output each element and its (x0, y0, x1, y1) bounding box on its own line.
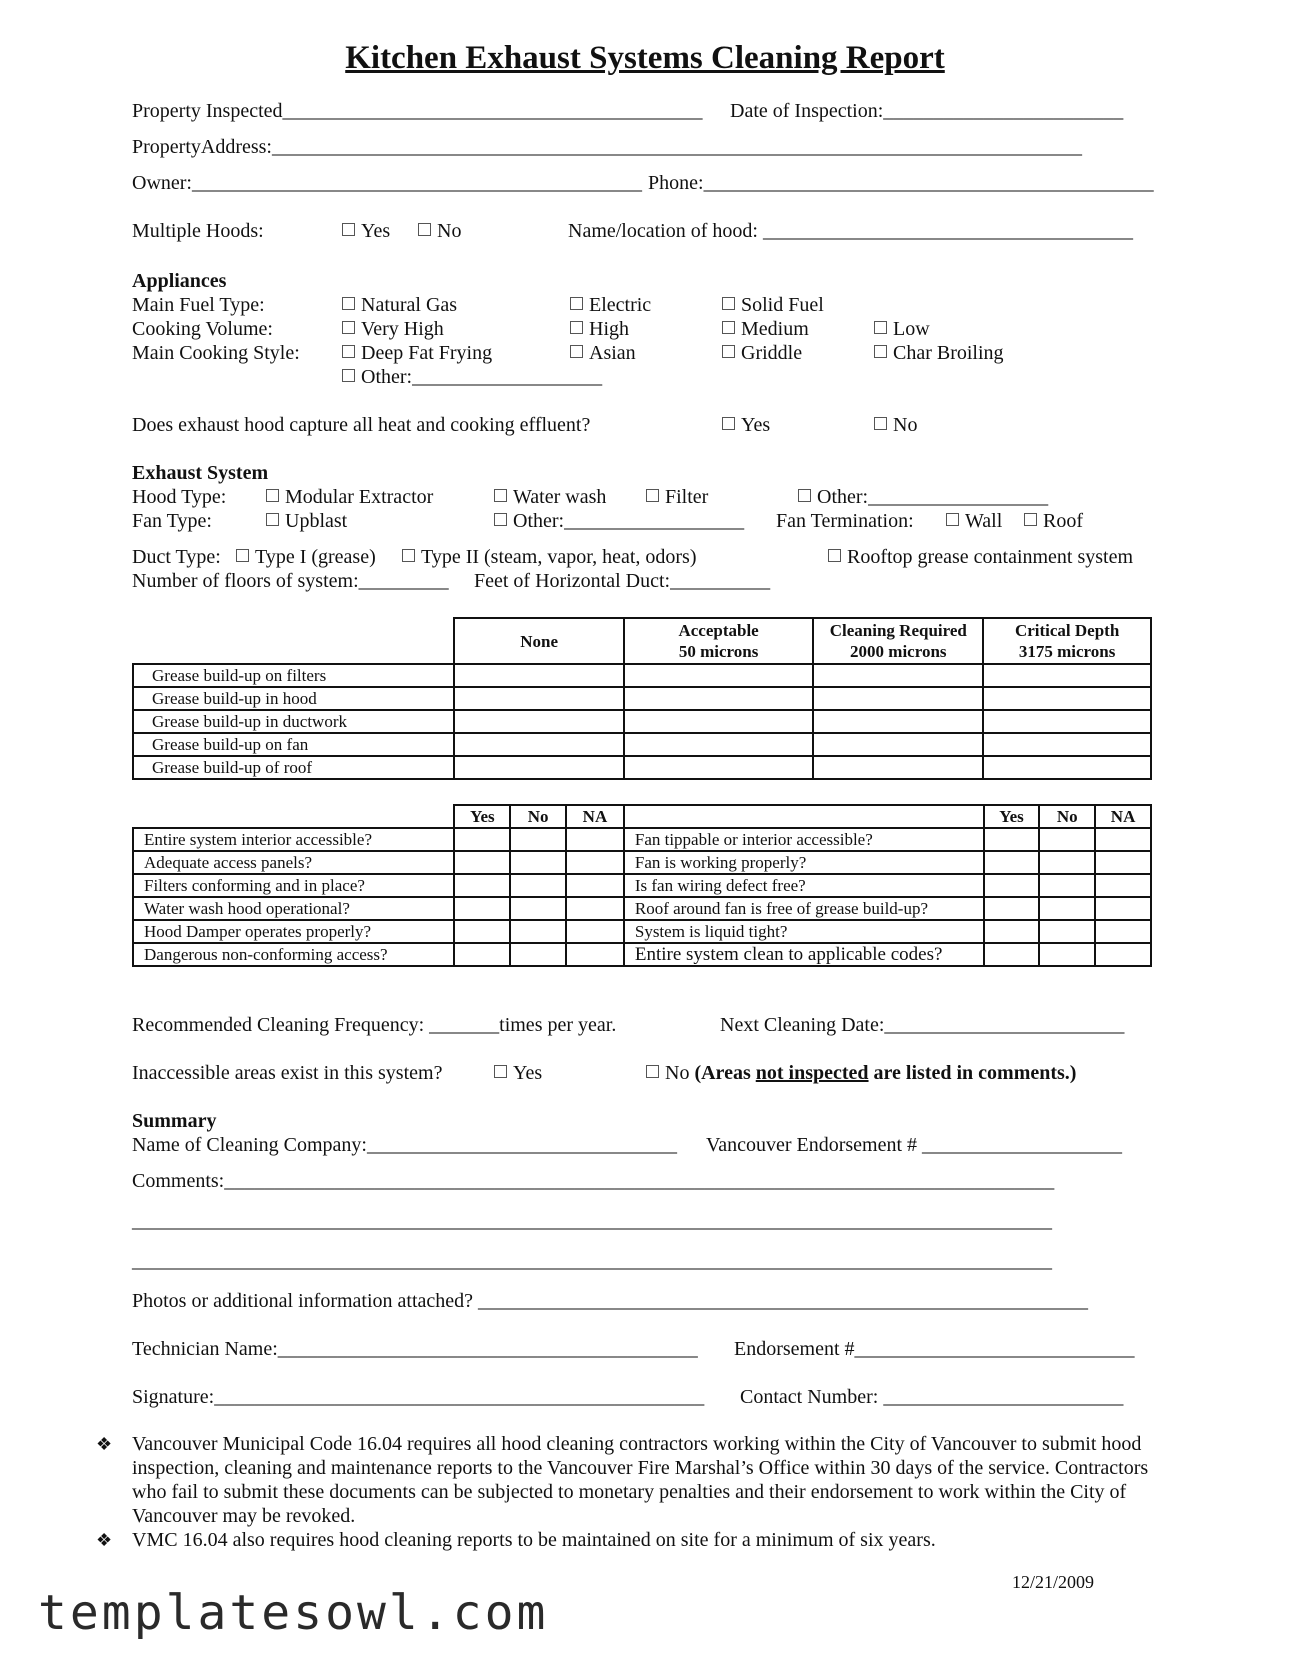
grease-row-label: Grease build-up on filters (133, 664, 454, 687)
check-header-no: No (510, 805, 566, 828)
grease-row-label: Grease build-up in hood (133, 687, 454, 710)
check-cell[interactable] (984, 874, 1040, 897)
tech-endorsement-label: Endorsement # (734, 1338, 855, 1360)
check-cell[interactable] (1039, 897, 1095, 920)
main-fuel-type-label: Main Fuel Type: (132, 294, 265, 316)
checkbox-icon (342, 369, 355, 382)
option-label: Yes (361, 220, 391, 242)
cooking-volume-label: Cooking Volume: (132, 318, 273, 340)
property-address-field[interactable]: PropertyAddress:_________________________________________________________________________________ (132, 136, 1082, 158)
grease-row-label: Grease build-up of roof (133, 756, 454, 779)
hood-other[interactable]: Other:__________________ (798, 486, 1048, 508)
grease-header-blank (133, 618, 454, 664)
check-right-label: System is liquid tight? (624, 920, 984, 943)
style-griddle[interactable] (722, 342, 802, 364)
check-cell[interactable] (984, 943, 1040, 966)
option-label: No (893, 414, 918, 436)
check-left-label: Entire system interior accessible? (133, 828, 454, 851)
check-cell[interactable] (510, 943, 566, 966)
option-label: Deep Fat Frying (361, 342, 493, 364)
summary-heading: Summary (132, 1110, 217, 1132)
check-left-label: Dangerous non-conforming access? (133, 943, 454, 966)
checkbox-icon (874, 321, 887, 334)
contact-number-label: Contact Number: (740, 1386, 879, 1408)
grease-cell[interactable] (983, 710, 1151, 733)
checkbox-icon (266, 489, 279, 502)
check-header-blank-right (624, 805, 984, 828)
option-label: Char Broiling (893, 342, 1004, 364)
check-cell[interactable] (1039, 943, 1095, 966)
comments-line-2[interactable]: ____________________________________________________________________________________________ (132, 1210, 1052, 1232)
checkbox-icon (722, 297, 735, 310)
floors-label: Number of floors of system: (132, 570, 359, 592)
style-asian[interactable] (570, 342, 636, 364)
floors-field[interactable]: Number of floors of system:_________ (132, 570, 449, 592)
option-label: Very High (361, 318, 444, 340)
check-cell[interactable] (454, 851, 510, 874)
grease-cell[interactable] (813, 710, 983, 733)
check-cell[interactable] (510, 874, 566, 897)
comments-field[interactable]: Comments:___________________________________________________________________________________ (132, 1170, 1055, 1192)
checkbox-icon (342, 345, 355, 358)
option-label: Type II (steam, vapor, heat, odors) (421, 546, 697, 568)
check-cell[interactable] (1039, 828, 1095, 851)
inaccessible-question: Inaccessible areas exist in this system? (132, 1062, 443, 1084)
check-header-yes-right: Yes (984, 805, 1040, 828)
multiple-hoods-label: Multiple Hoods: (132, 220, 264, 242)
checkbox-icon (722, 321, 735, 334)
option-label: No (665, 1062, 690, 1084)
option-label: Yes (741, 414, 771, 436)
check-header-blank (133, 805, 454, 828)
style-other[interactable]: Other:___________________ (342, 366, 602, 388)
check-cell[interactable] (566, 874, 624, 897)
option-label: Solid Fuel (741, 294, 824, 316)
technician-name-field[interactable]: Technician Name:__________________________________________ (132, 1338, 698, 1360)
grease-cell[interactable] (983, 664, 1151, 687)
next-cleaning-date-field[interactable]: Next Cleaning Date:________________________ (720, 1014, 1125, 1036)
fan-termination-label: Fan Termination: (776, 510, 914, 532)
style-char-broiling[interactable] (874, 342, 1004, 364)
checkbox-icon (874, 417, 887, 430)
grease-cell[interactable] (624, 733, 814, 756)
check-cell[interactable] (566, 828, 624, 851)
check-left-label: Hood Damper operates properly? (133, 920, 454, 943)
option-label: High (589, 318, 629, 340)
hood-location-label: Name/location of hood: (568, 220, 758, 242)
frequency-suffix: times per year. (499, 1014, 617, 1036)
option-label: Asian (589, 342, 636, 364)
areas-note: (Areas not inspected are listed in comments.) (694, 1062, 1077, 1084)
check-cell[interactable] (984, 828, 1040, 851)
grease-table (132, 617, 1152, 780)
check-cell[interactable] (984, 920, 1040, 943)
grease-cell[interactable] (813, 756, 983, 779)
check-left-label: Adequate access panels? (133, 851, 454, 874)
checkbox-icon (570, 297, 583, 310)
option-label: Type I (grease) (255, 546, 376, 568)
cleaning-frequency-label: Recommended Cleaning Frequency: (132, 1014, 425, 1036)
check-cell[interactable] (510, 920, 566, 943)
capture-yes[interactable] (722, 414, 770, 436)
horizontal-duct-label: Feet of Horizontal Duct: (474, 570, 671, 592)
grease-row-label: Grease build-up on fan (133, 733, 454, 756)
hood-location-field[interactable]: Name/location of hood: _____________________________________ (568, 220, 1133, 242)
checkbox-icon (342, 321, 355, 334)
capture-question: Does exhaust hood capture all heat and cooking effluent? (132, 414, 591, 436)
signature-field[interactable]: Signature:_________________________________________________ (132, 1386, 705, 1408)
capture-no[interactable] (874, 414, 917, 436)
technician-name-label: Technician Name: (132, 1338, 278, 1360)
grease-cell[interactable] (813, 733, 983, 756)
check-cell[interactable] (510, 828, 566, 851)
duct-type-label: Duct Type: (132, 546, 221, 568)
hood-modular-extractor[interactable] (266, 486, 433, 508)
page-title: Kitchen Exhaust Systems Cleaning Report (345, 40, 945, 76)
check-cell[interactable] (1039, 874, 1095, 897)
check-right-label: Fan is working properly? (624, 851, 984, 874)
multiple-hoods-yes[interactable] (342, 220, 390, 242)
check-cell[interactable] (454, 874, 510, 897)
option-label: Griddle (741, 342, 803, 364)
check-cell[interactable] (1095, 920, 1151, 943)
signature-label: Signature: (132, 1386, 215, 1408)
checkbox-icon (494, 489, 507, 502)
fan-type-label: Fan Type: (132, 510, 212, 532)
comments-label: Comments: (132, 1170, 225, 1192)
grease-cell[interactable] (813, 664, 983, 687)
next-cleaning-date-label: Next Cleaning Date: (720, 1014, 885, 1036)
check-cell[interactable] (1095, 897, 1151, 920)
cleaning-frequency-field[interactable]: Recommended Cleaning Frequency: _______times per year. (132, 1014, 617, 1036)
check-left-label: Filters conforming and in place? (133, 874, 454, 897)
option-label: Yes (513, 1062, 543, 1084)
multiple-hoods-no[interactable] (418, 220, 461, 242)
option-label: Other: (513, 510, 565, 532)
property-inspected-label: Property Inspected (132, 100, 283, 122)
checkbox-icon (646, 489, 659, 502)
inspection-check-table (132, 804, 1152, 967)
grease-cell[interactable] (454, 733, 623, 756)
note-retention: VMC 16.04 also requires hood cleaning reports to be maintained on site for a minimum of six years. (132, 1529, 936, 1551)
grease-cell[interactable] (454, 756, 623, 779)
grease-cell[interactable] (983, 756, 1151, 779)
vancouver-endorsement-field[interactable]: Vancouver Endorsement # ____________________ (706, 1134, 1123, 1156)
photos-field[interactable]: Photos or additional information attached? _____________________________________________________________ (132, 1290, 1089, 1312)
check-cell[interactable] (454, 920, 510, 943)
option-label: Upblast (285, 510, 348, 532)
grease-cell[interactable] (624, 687, 814, 710)
volume-very-high[interactable] (342, 318, 444, 340)
grease-cell[interactable] (454, 687, 623, 710)
fuel-electric[interactable] (570, 294, 651, 316)
watermark: templatesowl.com (38, 1585, 549, 1641)
check-cell[interactable] (566, 920, 624, 943)
termination-roof[interactable] (1024, 510, 1083, 532)
grease-cell[interactable] (813, 687, 983, 710)
option-label: Electric (589, 294, 652, 316)
checkbox-icon (494, 1065, 507, 1078)
option-label: Modular Extractor (285, 486, 434, 508)
vancouver-endorsement-label: Vancouver Endorsement # (706, 1134, 918, 1156)
grease-cell[interactable] (983, 687, 1151, 710)
comments-line-3[interactable]: ____________________________________________________________________________________________ (132, 1250, 1052, 1272)
inaccessible-yes[interactable] (494, 1062, 542, 1084)
option-label: Filter (665, 486, 709, 508)
grease-header-cleaning-required: Cleaning Required 2000 microns (813, 618, 983, 664)
grease-row-label: Grease build-up in ductwork (133, 710, 454, 733)
phone-label: Phone: (648, 172, 704, 194)
check-cell[interactable] (510, 897, 566, 920)
horizontal-duct-field[interactable]: Feet of Horizontal Duct:__________ (474, 570, 771, 592)
termination-wall[interactable] (946, 510, 1002, 532)
check-header-yes: Yes (454, 805, 510, 828)
duct-type-2[interactable] (402, 546, 696, 568)
checkbox-icon (646, 1065, 659, 1078)
checkbox-icon (402, 549, 415, 562)
checkbox-icon (570, 321, 583, 334)
checkbox-icon (874, 345, 887, 358)
check-header-na-right: NA (1095, 805, 1151, 828)
checkbox-icon (946, 513, 959, 526)
cleaning-company-field[interactable]: Name of Cleaning Company:_______________________________ (132, 1134, 677, 1156)
check-left-label: Water wash hood operational? (133, 897, 454, 920)
exhaust-heading: Exhaust System (132, 462, 269, 484)
checkbox-icon (266, 513, 279, 526)
check-header-na: NA (566, 805, 624, 828)
revision-date: 12/21/2009 (1012, 1572, 1095, 1592)
volume-low[interactable] (874, 318, 930, 340)
tech-endorsement-field[interactable]: Endorsement #____________________________ (734, 1338, 1135, 1360)
grease-cell[interactable] (454, 664, 623, 687)
check-header-no-right: No (1039, 805, 1095, 828)
check-cell[interactable] (454, 828, 510, 851)
check-cell[interactable] (566, 943, 624, 966)
check-cell[interactable] (454, 897, 510, 920)
phone-field[interactable]: Phone:_____________________________________________ (648, 172, 1154, 194)
checkbox-icon (798, 489, 811, 502)
check-cell[interactable] (1095, 943, 1151, 966)
check-cell[interactable] (1095, 828, 1151, 851)
check-cell[interactable] (984, 897, 1040, 920)
style-deep-fat-frying[interactable] (342, 342, 492, 364)
property-inspected-field[interactable]: Property Inspected__________________________________________ (132, 100, 703, 122)
inaccessible-no[interactable] (646, 1062, 1076, 1084)
rooftop-containment[interactable] (828, 546, 1133, 568)
check-cell[interactable] (1095, 851, 1151, 874)
check-cell[interactable] (510, 851, 566, 874)
check-cell[interactable] (566, 851, 624, 874)
diamond-bullet-icon: ❖ (96, 1434, 113, 1454)
fuel-solid[interactable] (722, 294, 824, 316)
check-cell[interactable] (454, 943, 510, 966)
check-cell[interactable] (1039, 920, 1095, 943)
option-label: Water wash (513, 486, 607, 508)
check-cell[interactable] (1095, 874, 1151, 897)
checkbox-icon (494, 513, 507, 526)
grease-cell[interactable] (454, 710, 623, 733)
diamond-bullet-icon: ❖ (96, 1530, 113, 1550)
option-label: Wall (965, 510, 1003, 532)
option-label: No (437, 220, 462, 242)
option-label: Low (893, 318, 930, 340)
grease-cell[interactable] (983, 733, 1151, 756)
option-label: Medium (741, 318, 809, 340)
check-cell[interactable] (984, 851, 1040, 874)
checkbox-icon (570, 345, 583, 358)
grease-cell[interactable] (624, 710, 814, 733)
fan-other[interactable]: Other:__________________ (494, 510, 744, 532)
duct-type-1[interactable] (236, 546, 376, 568)
check-right-label: Fan tippable or interior accessible? (624, 828, 984, 851)
cleaning-company-label: Name of Cleaning Company: (132, 1134, 367, 1156)
checkbox-icon (828, 549, 841, 562)
grease-header-none: None (454, 618, 623, 664)
appliances-heading: Appliances (132, 270, 227, 292)
check-right-label: Roof around fan is free of grease build-up? (624, 897, 984, 920)
date-of-inspection-field[interactable]: Date of Inspection:________________________ (730, 100, 1124, 122)
hood-water-wash[interactable] (494, 486, 606, 508)
check-right-label: Is fan wiring defect free? (624, 874, 984, 897)
check-right-label: Entire system clean to applicable codes? (624, 943, 984, 966)
check-cell[interactable] (566, 897, 624, 920)
option-label: Roof (1043, 510, 1083, 532)
checkbox-icon (722, 345, 735, 358)
volume-high[interactable] (570, 318, 629, 340)
grease-cell[interactable] (624, 664, 814, 687)
fan-upblast[interactable] (266, 510, 347, 532)
checkbox-icon (1024, 513, 1037, 526)
date-of-inspection-label: Date of Inspection: (730, 100, 884, 122)
note-municipal-code: Vancouver Municipal Code 16.04 requires all hood cleaning contractors working within the City of Vancouver to submit hood inspection, cleaning and maintenance reports to the Vancouver Fire Marshal’s Office within 30 days of the service. Contractors who fail to submit these documents can be subjected to monetary penalties and their endorsement to work within the City of Vancouver may be revoked. (132, 1433, 1149, 1527)
fuel-natural-gas[interactable] (342, 294, 457, 316)
checkbox-icon (236, 549, 249, 562)
checkbox-icon (342, 297, 355, 310)
checkbox-icon (418, 223, 431, 236)
photos-label: Photos or additional information attached? (132, 1290, 474, 1312)
checkbox-icon (722, 417, 735, 430)
option-label: Rooftop grease containment system (847, 546, 1134, 568)
grease-header-acceptable: Acceptable 50 microns (624, 618, 814, 664)
property-address-label: PropertyAddress: (132, 136, 272, 158)
grease-header-critical-depth: Critical Depth 3175 microns (983, 618, 1151, 664)
option-label: Natural Gas (361, 294, 458, 316)
checkbox-icon (342, 223, 355, 236)
owner-label: Owner: (132, 172, 192, 194)
check-cell[interactable] (1039, 851, 1095, 874)
option-label: Other: (817, 486, 869, 508)
grease-cell[interactable] (624, 756, 814, 779)
volume-medium[interactable] (722, 318, 809, 340)
contact-number-field[interactable]: Contact Number: ________________________ (740, 1386, 1124, 1408)
hood-type-label: Hood Type: (132, 486, 227, 508)
hood-filter[interactable] (646, 486, 708, 508)
option-label: Other: (361, 366, 413, 388)
owner-field[interactable]: Owner:_____________________________________________ (132, 172, 642, 194)
main-cooking-style-label: Main Cooking Style: (132, 342, 300, 364)
